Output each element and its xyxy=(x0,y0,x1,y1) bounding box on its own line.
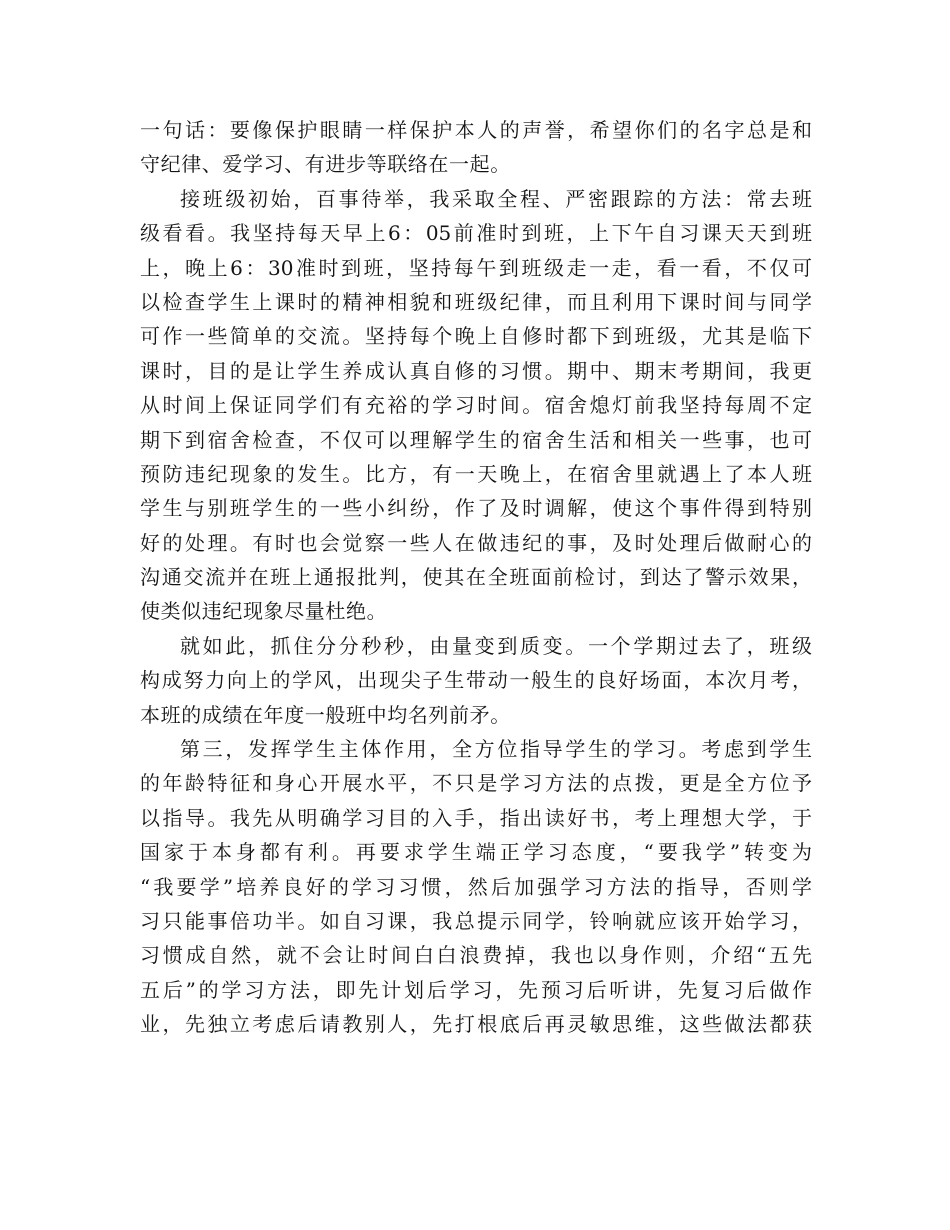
text-line: 上，晚上6：30准时到班，坚持每午到班级走一走，看一看，不仅可 xyxy=(140,255,812,280)
text-line: 可作一些简单的交流。坚持每个晚上自修时都下到班级，尤其是临下 xyxy=(140,324,812,349)
text-line: 接班级初始，百事待举，我采取全程、严密跟踪的方法：常去班 xyxy=(180,186,812,211)
text-line: 守纪律、爱学习、有进步等联络在一起。 xyxy=(140,152,511,177)
text-line: “我要学”培养良好的学习习惯，然后加强学习方法的指导，否则学 xyxy=(140,874,812,899)
text-line: 五后”的学习方法，即先计划后学习，先预习后听讲，先复习后做作 xyxy=(140,977,812,1002)
text-line: 习只能事倍功半。如自习课，我总提示同学，铃响就应该开始学习， xyxy=(140,908,812,933)
text-line: 本班的成绩在年度一般班中均名列前矛。 xyxy=(140,702,511,727)
text-line: 预防违纪现象的发生。比方，有一天晚上，在宿舍里就遇上了本人班 xyxy=(140,461,812,486)
text-line: 业，先独立考虑后请教别人，先打根底后再灵敏思维，这些做法都获 xyxy=(140,1012,812,1037)
text-line: 使类似违纪现象尽量杜绝。 xyxy=(140,599,388,624)
text-line: 学生与别班学生的一些小纠纷，作了及时调解，使这个事件得到特别 xyxy=(140,496,812,521)
text-line: 习惯成自然，就不会让时间白白浪费掉，我也以身作则，介绍“五先 xyxy=(140,943,812,968)
text-line: 课时，目的是让学生养成认真自修的习惯。期中、期末考期间，我更 xyxy=(140,358,812,383)
text-line: 一句话：要像保护眼睛一样保护本人的声誉，希望你们的名字总是和 xyxy=(140,118,812,142)
text-line: 以指导。我先从明确学习目的入手，指出读好书，考上理想大学，于 xyxy=(140,805,812,830)
text-line: 级看看。我坚持每天早上6：05前准时到班，上下午自习课天天到班 xyxy=(140,221,812,246)
text-line: 从时间上保证同学们有充裕的学习时间。宿舍熄灯前我坚持每周不定 xyxy=(140,393,812,418)
text-line: 构成努力向上的学风，出现尖子生带动一般生的良好场面，本次月考， xyxy=(140,668,812,693)
text-line: 就如此，抓住分分秒秒，由量变到质变。一个学期过去了，班级 xyxy=(180,633,812,658)
text-line: 沟通交流并在班上通报批判，使其在全班面前检讨，到达了警示效果， xyxy=(140,565,812,590)
text-line: 国家于本身都有利。再要求学生端正学习态度，“要我学”转变为 xyxy=(140,840,812,865)
text-line: 的年龄特征和身心开展水平，不只是学习方法的点拨，更是全方位予 xyxy=(140,771,812,796)
text-line: 期下到宿舍检查，不仅可以理解学生的宿舍生活和相关一些事，也可 xyxy=(140,427,812,452)
text-line: 第三，发挥学生主体作用，全方位指导学生的学习。考虑到学生 xyxy=(180,737,812,762)
text-line: 以检查学生上课时的精神相貌和班级纪律，而且利用下课时间与同学 xyxy=(140,289,812,314)
document-body xyxy=(140,113,812,1042)
text-line: 好的处理。有时也会觉察一些人在做违纪的事，及时处理后做耐心的 xyxy=(140,530,812,555)
